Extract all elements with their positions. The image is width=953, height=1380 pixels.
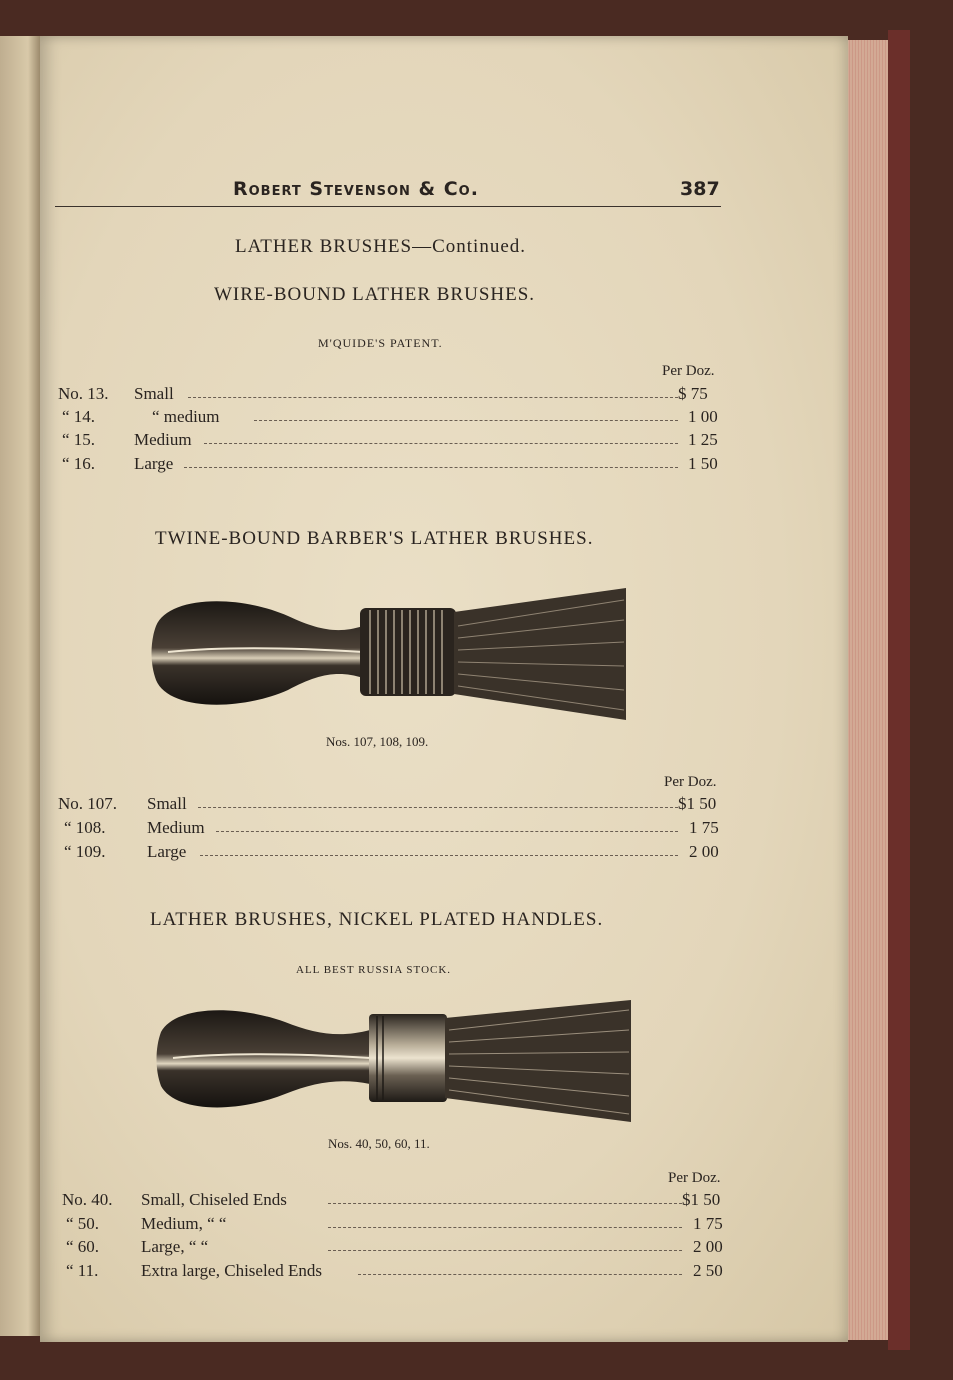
twine-bound-brush-illustration bbox=[148, 586, 630, 726]
item-number: “ 109. bbox=[64, 842, 106, 861]
illustration-caption: Nos. 107, 108, 109. bbox=[326, 734, 429, 749]
item-description: Large, “ “ bbox=[141, 1237, 209, 1256]
item-description: Large bbox=[134, 454, 174, 473]
item-number: No. 13. bbox=[58, 384, 109, 403]
dot-leader bbox=[198, 807, 678, 808]
item-number: “ 14. bbox=[62, 407, 96, 426]
price-row bbox=[62, 1237, 742, 1259]
dot-leader bbox=[204, 443, 678, 444]
price-row bbox=[58, 818, 738, 840]
dot-leader bbox=[188, 397, 678, 398]
item-number: “ 60. bbox=[66, 1237, 100, 1256]
item-number: “ 15. bbox=[62, 430, 96, 449]
dot-leader bbox=[328, 1250, 682, 1251]
section-subtitle-wire-bound: WIRE-BOUND LATHER BRUSHES. bbox=[214, 284, 536, 305]
item-number: “ 16. bbox=[62, 454, 96, 473]
book-cover-edge bbox=[888, 30, 910, 1350]
price-row bbox=[58, 384, 728, 406]
previous-page-edge bbox=[0, 36, 40, 1336]
nickel-plated-brush-illustration bbox=[155, 998, 635, 1126]
page-edges bbox=[848, 40, 888, 1340]
item-description: Medium bbox=[134, 430, 192, 449]
item-price: $1 50 bbox=[682, 1190, 721, 1209]
price-row bbox=[62, 1190, 742, 1212]
item-price: 1 25 bbox=[688, 430, 718, 449]
header-rule bbox=[55, 206, 721, 207]
stock-note: ALL BEST RUSSIA STOCK. bbox=[296, 964, 452, 976]
price-row bbox=[58, 430, 728, 452]
item-price: 2 00 bbox=[693, 1237, 723, 1256]
item-description: “ medium bbox=[152, 407, 220, 426]
dot-leader bbox=[200, 855, 678, 856]
item-description: Medium bbox=[147, 818, 205, 837]
item-price: 1 50 bbox=[688, 454, 718, 473]
running-header-title: Robert Stevenson & Co. bbox=[233, 178, 479, 200]
dot-leader bbox=[328, 1227, 682, 1228]
item-price: $1 50 bbox=[678, 794, 717, 813]
item-description: Small bbox=[147, 794, 187, 813]
dot-leader bbox=[358, 1274, 682, 1275]
dot-leader bbox=[184, 467, 678, 468]
item-number: “ 11. bbox=[66, 1261, 99, 1280]
per-doz-label: Per Doz. bbox=[662, 363, 715, 379]
price-row bbox=[58, 407, 728, 429]
price-row bbox=[58, 454, 728, 476]
illustration-caption: Nos. 40, 50, 60, 11. bbox=[328, 1136, 430, 1151]
item-number: No. 107. bbox=[58, 794, 118, 813]
per-doz-label: Per Doz. bbox=[668, 1170, 721, 1186]
section-title-lather-brushes: LATHER BRUSHES—Continued. bbox=[235, 236, 527, 257]
dot-leader bbox=[328, 1203, 682, 1204]
item-number: No. 40. bbox=[62, 1190, 113, 1209]
dot-leader bbox=[254, 420, 678, 421]
dot-leader bbox=[216, 831, 678, 832]
item-price: 2 50 bbox=[693, 1261, 723, 1280]
item-price: $ 75 bbox=[678, 384, 708, 403]
item-description: Small, Chiseled Ends bbox=[141, 1190, 287, 1209]
item-number: “ 108. bbox=[64, 818, 106, 837]
item-number: “ 50. bbox=[66, 1214, 100, 1233]
price-row bbox=[62, 1214, 742, 1236]
item-price: 1 75 bbox=[693, 1214, 723, 1233]
price-row bbox=[58, 794, 738, 816]
per-doz-label: Per Doz. bbox=[664, 774, 717, 790]
item-description: Small bbox=[134, 384, 174, 403]
patent-note: M'QUIDE'S PATENT. bbox=[318, 336, 443, 350]
item-description: Large bbox=[147, 842, 187, 861]
page-number: 387 bbox=[680, 178, 720, 200]
item-price: 1 75 bbox=[689, 818, 719, 837]
section-title-nickel-plated: LATHER BRUSHES, NICKEL PLATED HANDLES. bbox=[150, 909, 604, 930]
item-description: Extra large, Chiseled Ends bbox=[141, 1261, 322, 1280]
section-title-twine-bound: TWINE-BOUND BARBER'S LATHER BRUSHES. bbox=[155, 528, 594, 549]
item-price: 1 00 bbox=[688, 407, 718, 426]
price-row bbox=[62, 1261, 742, 1283]
price-row bbox=[58, 842, 738, 864]
item-price: 2 00 bbox=[689, 842, 719, 861]
item-description: Medium, “ “ bbox=[141, 1214, 227, 1233]
